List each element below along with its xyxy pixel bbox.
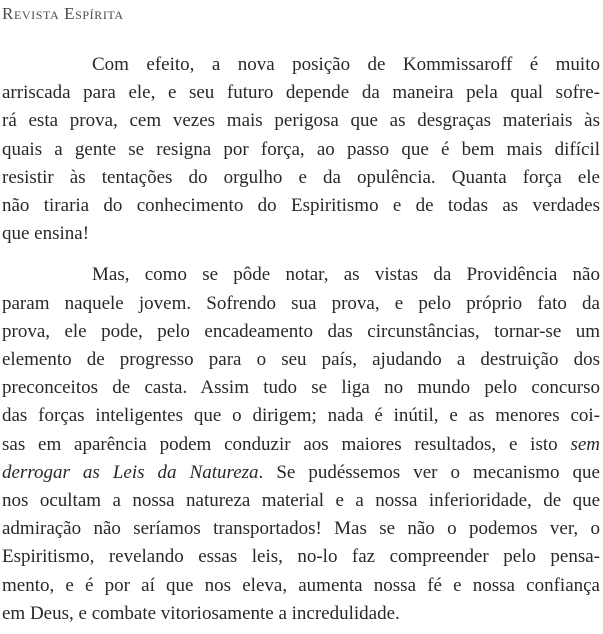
text-segment: quais a gente se resigna por força, ao passo que é bem mais difícil bbox=[2, 138, 600, 160]
body-text bbox=[2, 51, 600, 628]
text-line bbox=[2, 290, 600, 318]
text-segment: sas em aparência podem conduzir aos maiores resultados, e isto bbox=[2, 433, 571, 455]
text-segment: das forças inteligentes que o dirigem; nada é inútil, e as menores coi- bbox=[2, 405, 600, 427]
text-segment: resistir às tentações do orgulho e da opulência. Quanta força ele bbox=[2, 166, 600, 188]
text-line bbox=[2, 402, 600, 430]
text-segment: não tiraria do conhecimento do Espiritismo e de todas as verdades bbox=[2, 195, 600, 217]
text-line bbox=[2, 431, 600, 459]
text-line bbox=[2, 261, 600, 289]
text-line bbox=[2, 136, 600, 164]
text-segment: Com efeito, a nova posição de Kommissaroff é muito bbox=[92, 54, 600, 75]
text-line bbox=[2, 107, 600, 135]
text-line bbox=[2, 220, 600, 248]
text-line bbox=[2, 600, 600, 628]
text-line bbox=[2, 51, 600, 79]
text-segment: admiração não seríamos transportados! Mas se não o podemos ver, o bbox=[2, 518, 600, 540]
text-segment: param naquele jovem. Sofrendo sua prova, e pelo próprio fato da bbox=[2, 292, 600, 314]
text-line bbox=[2, 572, 600, 600]
italic-text-segment: sem bbox=[570, 433, 600, 455]
text-line bbox=[2, 515, 600, 543]
text-line bbox=[2, 79, 600, 107]
text-segment: nos ocultam a nossa natureza material e a nossa inferioridade, de que bbox=[2, 490, 600, 512]
paragraph bbox=[2, 261, 600, 628]
running-header bbox=[2, 4, 600, 24]
text-line bbox=[2, 543, 600, 571]
text-segment: rá esta prova, cem vezes mais perigosa que as desgraças materiais às bbox=[2, 110, 600, 132]
text-segment: elemento de progresso para o seu país, ajudando a destruição dos bbox=[2, 349, 600, 371]
document-page bbox=[0, 4, 603, 634]
text-line bbox=[2, 164, 600, 192]
text-line bbox=[2, 374, 600, 402]
text-line bbox=[2, 192, 600, 220]
text-line bbox=[2, 459, 600, 487]
text-segment: Espiritismo, revelando essas leis, no-lo faz compreender pelo pensa- bbox=[2, 546, 600, 568]
text-line bbox=[2, 318, 600, 346]
text-segment: mento, e é por aí que nos eleva, aumenta nossa fé e nossa confiança bbox=[2, 574, 600, 596]
text-segment: que ensina! bbox=[2, 223, 90, 245]
text-line bbox=[2, 487, 600, 515]
text-segment: em Deus, e combate vitoriosamente a incredulidade. bbox=[2, 602, 400, 624]
journal-title: Revista Espírita bbox=[2, 4, 124, 23]
text-segment: arriscada para ele, e seu futuro depende da maneira pela qual sofre- bbox=[2, 82, 600, 104]
paragraph bbox=[2, 51, 600, 248]
italic-text-segment: derrogar as Leis da Natureza bbox=[2, 461, 259, 483]
text-segment: prova, ele pode, pelo encadeamento das circunstâncias, tornar-se um bbox=[2, 320, 600, 342]
text-segment: . Se pudéssemos ver o mecanismo que bbox=[258, 461, 600, 483]
text-segment: Mas, como se pôde notar, as vistas da Providência não bbox=[92, 264, 600, 286]
text-line bbox=[2, 346, 600, 374]
text-segment: preconceitos de casta. Assim tudo se liga no mundo pelo concurso bbox=[2, 377, 600, 399]
